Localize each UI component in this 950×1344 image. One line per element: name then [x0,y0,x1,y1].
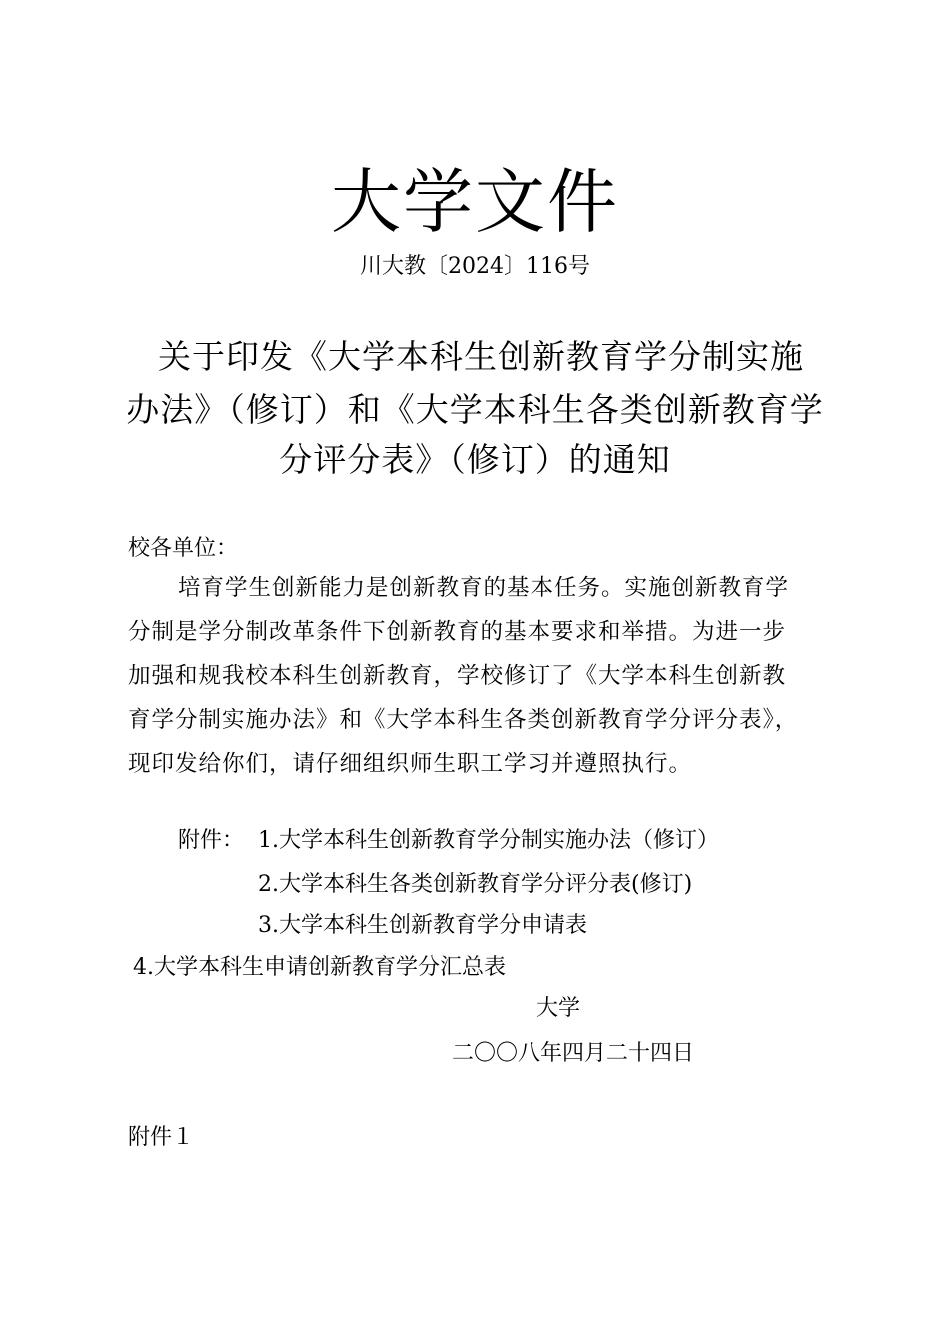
body-paragraph-line: 现印发给你们，请仔细组织师生职工学习并遵照执行。 [128,751,693,777]
attachment-item: 3.大学本科生创新教育学分申请表 [258,913,587,938]
attachment-item: 4.大学本科生申请创新教育学分汇总表 [133,955,506,980]
issue-date: 二〇〇八年四月二十四日 [452,1041,695,1066]
notice-title-line-1: 关于印发《大学本科生创新教育学分制实施 [158,337,804,376]
issuer-signature: 大学 [536,996,581,1021]
body-paragraph-line: 加强和规我校本科生创新教育，学校修订了《大学本科生创新教 [128,663,787,689]
body-paragraph-line: 分制是学分制改革条件下创新教育的基本要求和举措。为进一步 [128,619,787,645]
notice-title-line-3: 分评分表》（修订）的通知 [279,440,671,479]
body-paragraph-line: 培育学生创新能力是创新教育的基本任务。实施创新教育学 [178,575,790,601]
document-header-title: 大学文件 [331,161,619,243]
appendix-label: 附件１ [128,1125,195,1150]
attachments-label: 附件： [178,828,245,853]
body-paragraph-line: 育学分制实施办法》和《大学本科生各类创新教育学分评分表》， [128,707,799,733]
attachment-item: 1.大学本科生创新教育学分制实施办法（修订） [258,828,719,853]
attachment-item: 2.大学本科生各类创新教育学分评分表(修订) [258,872,693,897]
notice-title-line-2: 办法》（修订）和《大学本科生各类创新教育学 [126,390,824,429]
salutation: 校各单位： [128,536,239,561]
document-number: 川大教〔2024〕116号 [360,254,590,279]
